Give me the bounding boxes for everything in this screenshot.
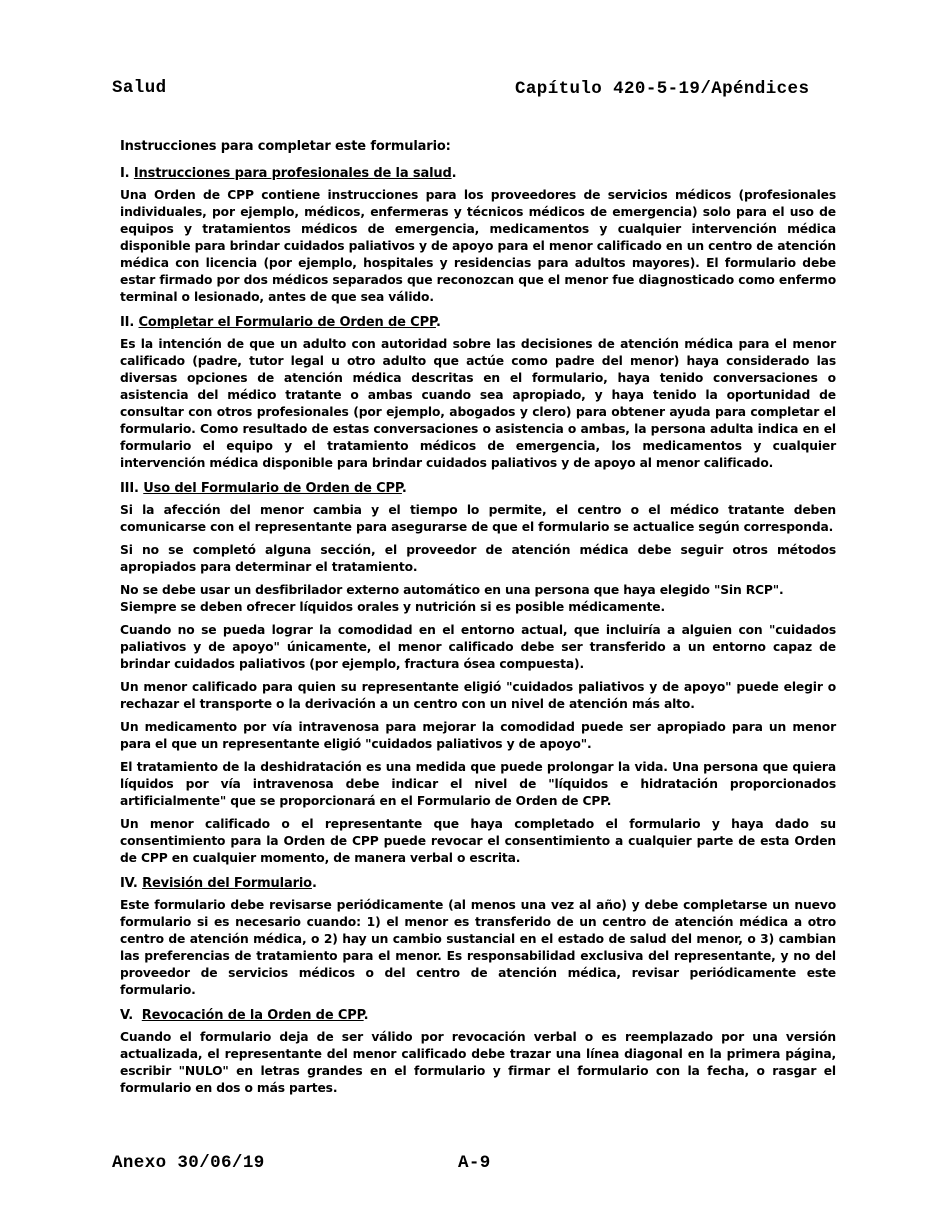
section-title: Uso del Formulario de Orden de CPP: [143, 481, 402, 496]
paragraph: Es la intención de que un adulto con autoridad sobre las decisiones de atención médica para el menor calificado (padre, tutor legal u otro adulto que actúe como padre del menor) haya considerado las diversas opciones de atención médica descritas en el formulario, haya tenido conversaciones o asistencia del médico tratante o ambas cuando sea apropiado, y haya tenido la oportunidad de consultar con otros profesionales (por ejemplo, abogados y clero) para obtener ayuda para completar el formulario. Como resultado de estas conversaciones o asistencia o ambas, la persona adulta indica en el formulario el equipo y el tratamiento médicos de emergencia, los medicamentos y cualquier intervención médica disponible para brindar cuidados paliativos y de apoyo al menor calificado.: [120, 337, 836, 470]
paragraph: Este formulario debe revisarse periódicamente (al menos una vez al año) y debe completarse un nuevo formulario si es necesario cuando: 1) el menor es transferido de un centro de atención médica a otro centro de atención médica, o 2) hay un cambio sustancial en el estado de salud del menor, o 3) cambian las preferencias de tratamiento para el menor. Es responsabilidad exclusiva del representante, y no del proveedor de servicios médicos o del centro de atención médica, revisar periódicamente este formulario.: [120, 898, 836, 997]
section-heading-4: IV. Revisión del Formulario.: [120, 876, 317, 891]
section-number: III.: [120, 481, 144, 496]
paragraph: El tratamiento de la deshidratación es una medida que puede prolongar la vida. Una persona que quiera líquidos por vía intravenosa debe indicar el nivel de "líquidos e hidratación proporcionados artificialmente" que se proporcionará en el Formulario de Orden de CPP.: [120, 760, 836, 808]
paragraph: Si la afección del menor cambia y el tiempo lo permite, el centro o el médico tratante deben comunicarse con el representante para asegurarse de que el formulario se actualice según corresponda.: [120, 503, 836, 534]
paragraph: Un menor calificado para quien su representante eligió "cuidados paliativos y de apoyo" puede elegir o rechazar el transporte o la derivación a un centro con un nivel de atención más alto.: [120, 680, 836, 711]
section-number: II.: [120, 315, 139, 330]
section-number: IV.: [120, 876, 143, 891]
footer-date: Anexo 30/06/19: [112, 1153, 265, 1173]
section-number: I.: [120, 166, 134, 181]
paragraph: Un menor calificado o el representante que haya completado el formulario y haya dado su consentimiento para la Orden de CPP puede revocar el consentimiento a cualquier parte de esta Orden de CPP en cualquier momento, de manera verbal o escrita.: [120, 817, 836, 865]
section-title: Instrucciones para profesionales de la salud: [133, 166, 452, 181]
document-body: [120, 138, 836, 1103]
paragraph: No se debe usar un desfibrilador externo automático en una persona que haya elegido "Sin RCP".: [120, 583, 784, 597]
paragraph: Siempre se deben ofrecer líquidos orales y nutrición si es posible médicamente.: [120, 600, 666, 614]
section-heading-2: II. Completar el Formulario de Orden de CPP.: [120, 315, 441, 330]
section-heading-5: V. Revocación de la Orden de CPP.: [120, 1008, 369, 1023]
section-number: V.: [120, 1008, 142, 1023]
section-title: Revisión del Formulario: [142, 876, 312, 891]
footer-page-number: A-9: [458, 1153, 491, 1173]
running-header-left: Salud: [112, 78, 167, 98]
section-heading-1: I. Instrucciones para profesionales de la salud.: [120, 166, 457, 181]
paragraph: Cuando no se pueda lograr la comodidad en el entorno actual, que incluiría a alguien con "cuidados paliativos y de apoyo" únicamente, el menor calificado debe ser transferido a un entorno capaz de brindar cuidados paliativos (por ejemplo, fractura ósea compuesta).: [120, 623, 836, 671]
section-heading-3: III. Uso del Formulario de Orden de CPP.: [120, 481, 407, 496]
instructions-intro: Instrucciones para completar este formulario:: [120, 139, 451, 154]
paragraph: Una Orden de CPP contiene instrucciones para los proveedores de servicios médicos (profesionales individuales, por ejemplo, médicos, enfermeras y técnicos médicos de emergencia) solo para el uso de equipos y tratamientos médicos de emergencia, medicamentos y cualquier intervención médica disponible para brindar cuidados paliativos y de apoyo para el menor calificado en un centro de atención médica con licencia (por ejemplo, hospitales y residencias para adultos mayores). El formulario debe estar firmado por dos médicos separados que reconozcan que el menor fue diagnosticado como enfermo terminal o lesionado, antes de que sea válido.: [120, 188, 836, 304]
paragraph: Un medicamento por vía intravenosa para mejorar la comodidad puede ser apropiado para un menor para el que un representante eligió "cuidados paliativos y de apoyo".: [120, 720, 836, 751]
section-title: Completar el Formulario de Orden de CPP: [138, 315, 436, 330]
section-title: Revocación de la Orden de CPP: [141, 1008, 364, 1023]
paragraph: Cuando el formulario deja de ser válido por revocación verbal o es reemplazado por una versión actualizada, el representante del menor calificado debe trazar una línea diagonal en la primera página, escribir "NULO" en letras grandes en el formulario y firmar el formulario con la fecha, o rasgar el formulario en dos o más partes.: [120, 1030, 836, 1095]
paragraph: Si no se completó alguna sección, el proveedor de atención médica debe seguir otros métodos apropiados para determinar el tratamiento.: [120, 543, 836, 574]
running-header-right: Capítulo 420-5-19/Apéndices: [515, 79, 810, 99]
